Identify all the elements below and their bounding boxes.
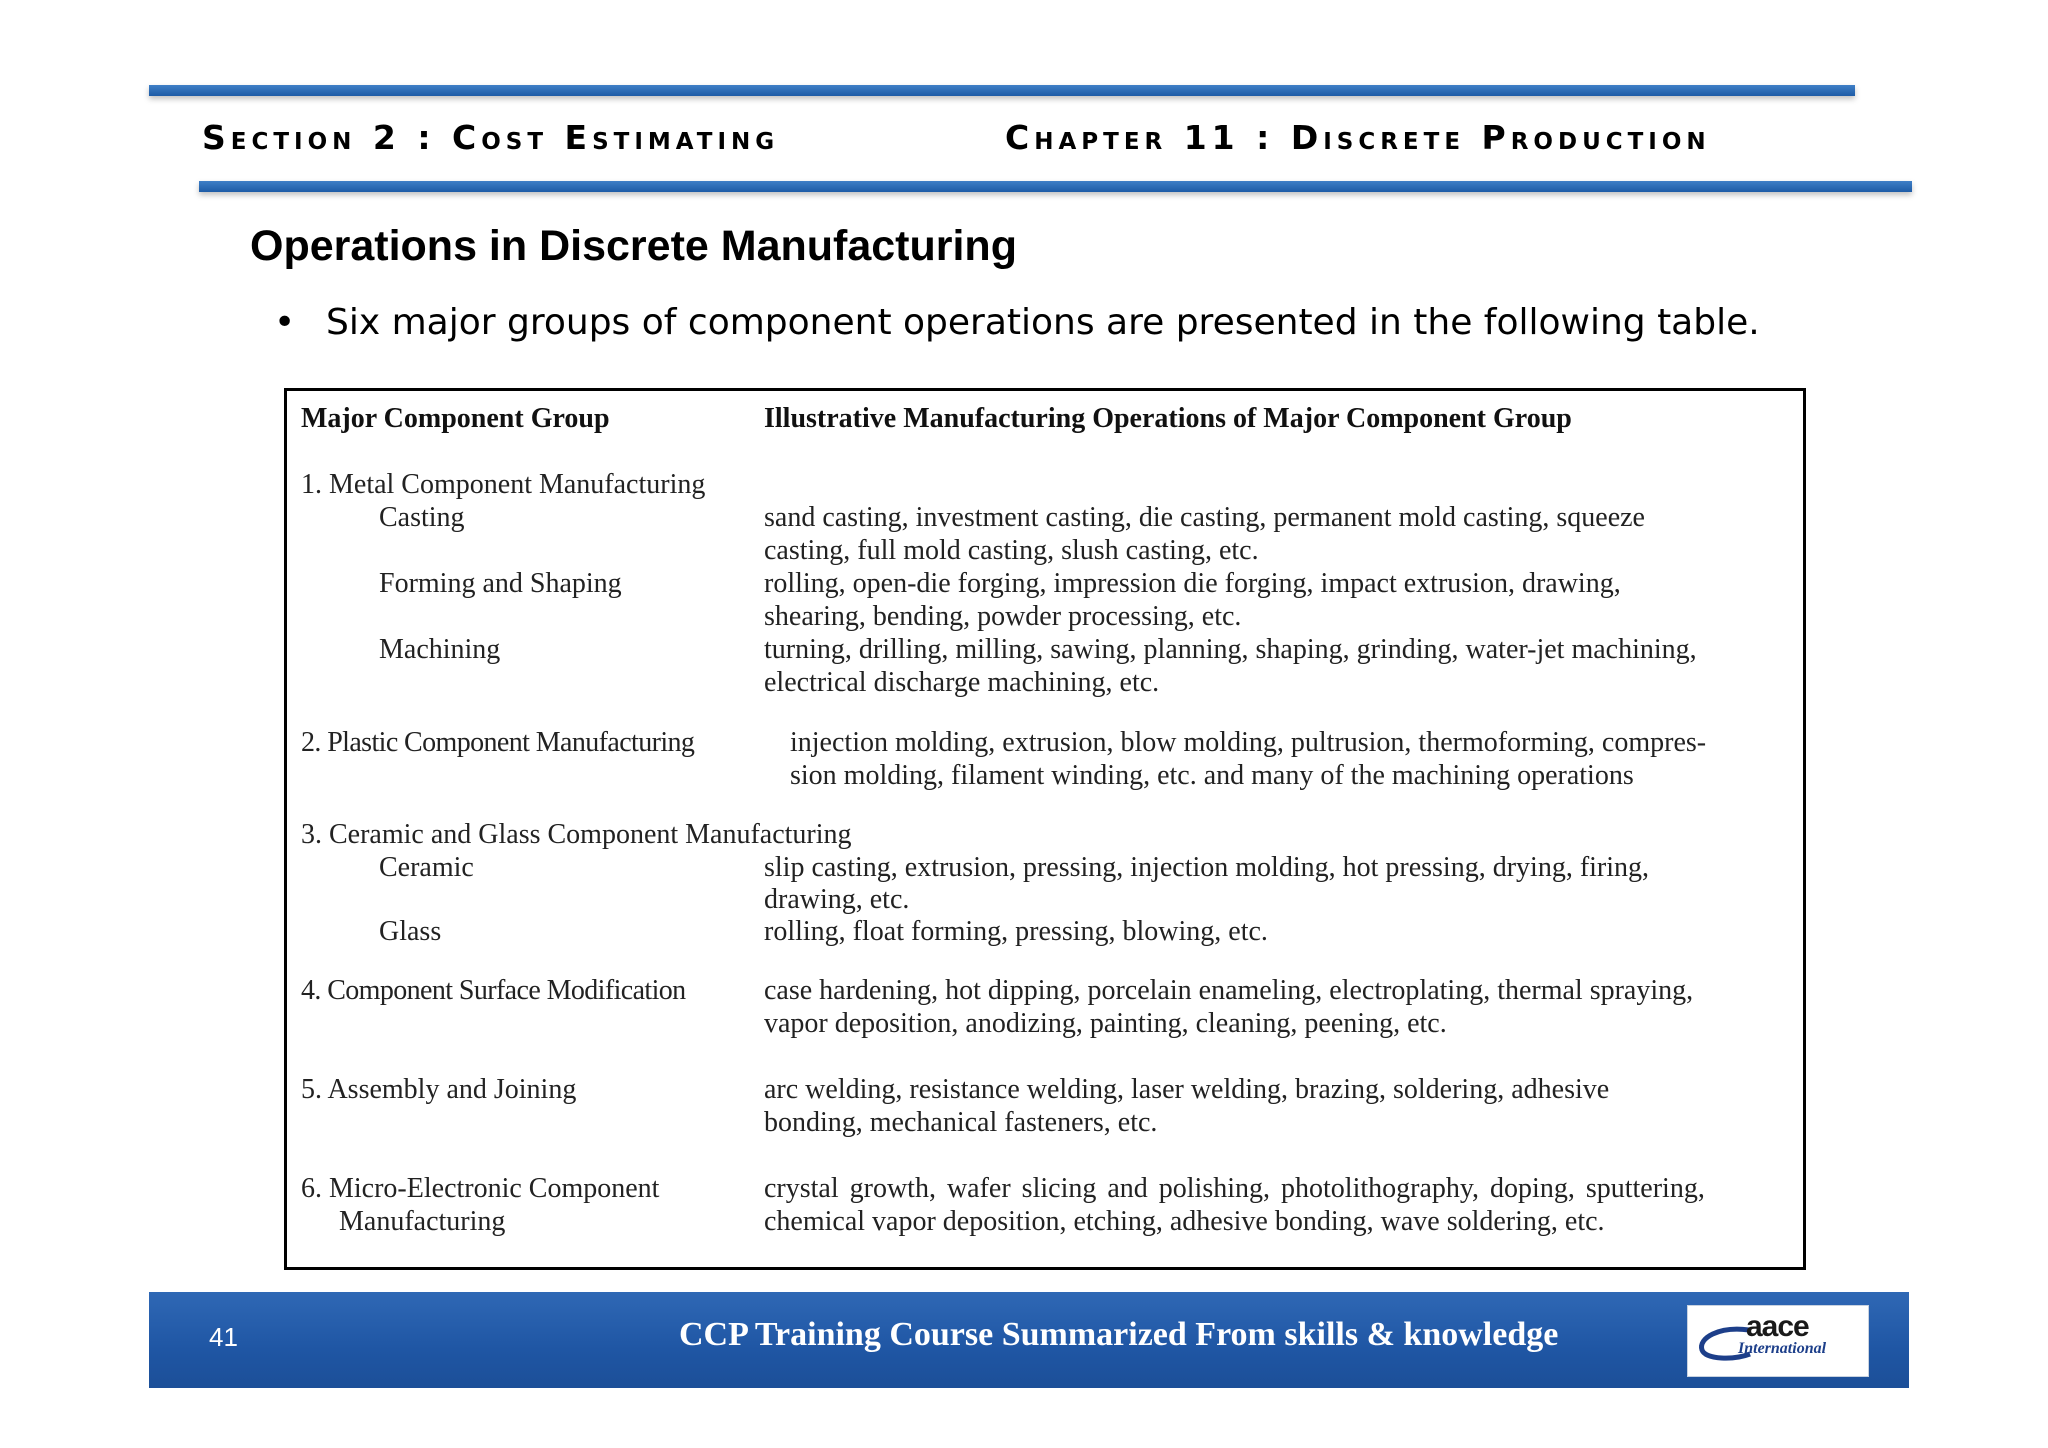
group-6-title: 6. Micro-Electronic Component xyxy=(301,1173,660,1204)
group-1-row-machining-ops-cont: electrical discharge machining, etc. xyxy=(764,667,1160,698)
group-2-ops-cont: sion molding, filament winding, etc. and many of the machining operations xyxy=(790,760,1634,791)
group-5-ops: arc welding, resistance welding, laser welding, brazing, soldering, adhesive xyxy=(764,1074,1610,1105)
group-6-ops-cont: chemical vapor deposition, etching, adhesive bonding, wave soldering, etc. xyxy=(764,1206,1605,1237)
aace-logo xyxy=(1687,1305,1869,1377)
group-3-row-ceramic: Ceramic xyxy=(379,852,474,883)
group-5-title: 5. Assembly and Joining xyxy=(301,1074,577,1105)
group-1-row-casting: Casting xyxy=(379,502,465,533)
group-2-ops: injection molding, extrusion, blow molding, pultrusion, thermoforming, compres- xyxy=(790,727,1707,758)
group-1-row-forming-ops: rolling, open-die forging, impression die forging, impact extrusion, drawing, xyxy=(764,568,1621,599)
group-1-title: 1. Metal Component Manufacturing xyxy=(301,469,706,500)
logo-sub-text: International xyxy=(1738,1340,1827,1357)
chapter-label: Chapter 11 : Discrete Production xyxy=(1005,118,1711,157)
section-label: Section 2 : Cost Estimating xyxy=(202,118,780,157)
group-2-title: 2. Plastic Component Manufacturing xyxy=(301,727,695,758)
logo-main-text: aace xyxy=(1746,1310,1809,1343)
group-1-row-casting-ops: sand casting, investment casting, die casting, permanent mold casting, squeeze xyxy=(764,502,1645,533)
bullet-icon: • xyxy=(274,302,296,343)
group-3-row-glass: Glass xyxy=(379,916,442,947)
group-3-row-ceramic-ops-cont: drawing, etc. xyxy=(764,884,910,915)
header-blue-rule xyxy=(199,181,1912,192)
col1-header: Major Component Group xyxy=(301,403,610,434)
footer-bar xyxy=(149,1292,1909,1388)
col2-header: Illustrative Manufacturing Operations of Major Component Group xyxy=(764,403,1572,434)
group-6-ops: crystal growth, wafer slicing and polishing, photolithography, doping, sputtering, xyxy=(764,1173,1705,1204)
group-3-title: 3. Ceramic and Glass Component Manufacturing xyxy=(301,819,852,850)
bullet-text: Six major groups of component operations are presented in the following table. xyxy=(326,302,1760,343)
group-4-title: 4. Component Surface Modification xyxy=(301,975,686,1006)
group-3-row-glass-ops: rolling, float forming, pressing, blowing, etc. xyxy=(764,916,1268,947)
operations-table xyxy=(284,388,1806,1270)
group-1-row-machining-ops: turning, drilling, milling, sawing, planning, shaping, grinding, water-jet machining, xyxy=(764,634,1697,665)
group-1-row-casting-ops-cont: casting, full mold casting, slush casting, etc. xyxy=(764,535,1259,566)
group-5-ops-cont: bonding, mechanical fasteners, etc. xyxy=(764,1107,1158,1138)
group-1-row-forming-ops-cont: shearing, bending, powder processing, etc. xyxy=(764,601,1242,632)
footer-text: CCP Training Course Summarized From skills & knowledge xyxy=(679,1316,1559,1353)
page-title: Operations in Discrete Manufacturing xyxy=(250,222,1017,270)
group-4-ops: case hardening, hot dipping, porcelain enameling, electroplating, thermal spraying, xyxy=(764,975,1694,1006)
group-1-row-machining: Machining xyxy=(379,634,501,665)
group-6-title-cont: Manufacturing xyxy=(339,1206,506,1237)
top-blue-bar xyxy=(149,85,1855,96)
group-3-row-ceramic-ops: slip casting, extrusion, pressing, injection molding, hot pressing, drying, firing, xyxy=(764,852,1650,883)
page-number: 41 xyxy=(209,1322,238,1352)
group-1-row-forming: Forming and Shaping xyxy=(379,568,622,599)
group-4-ops-cont: vapor deposition, anodizing, painting, cleaning, peening, etc. xyxy=(764,1008,1447,1039)
